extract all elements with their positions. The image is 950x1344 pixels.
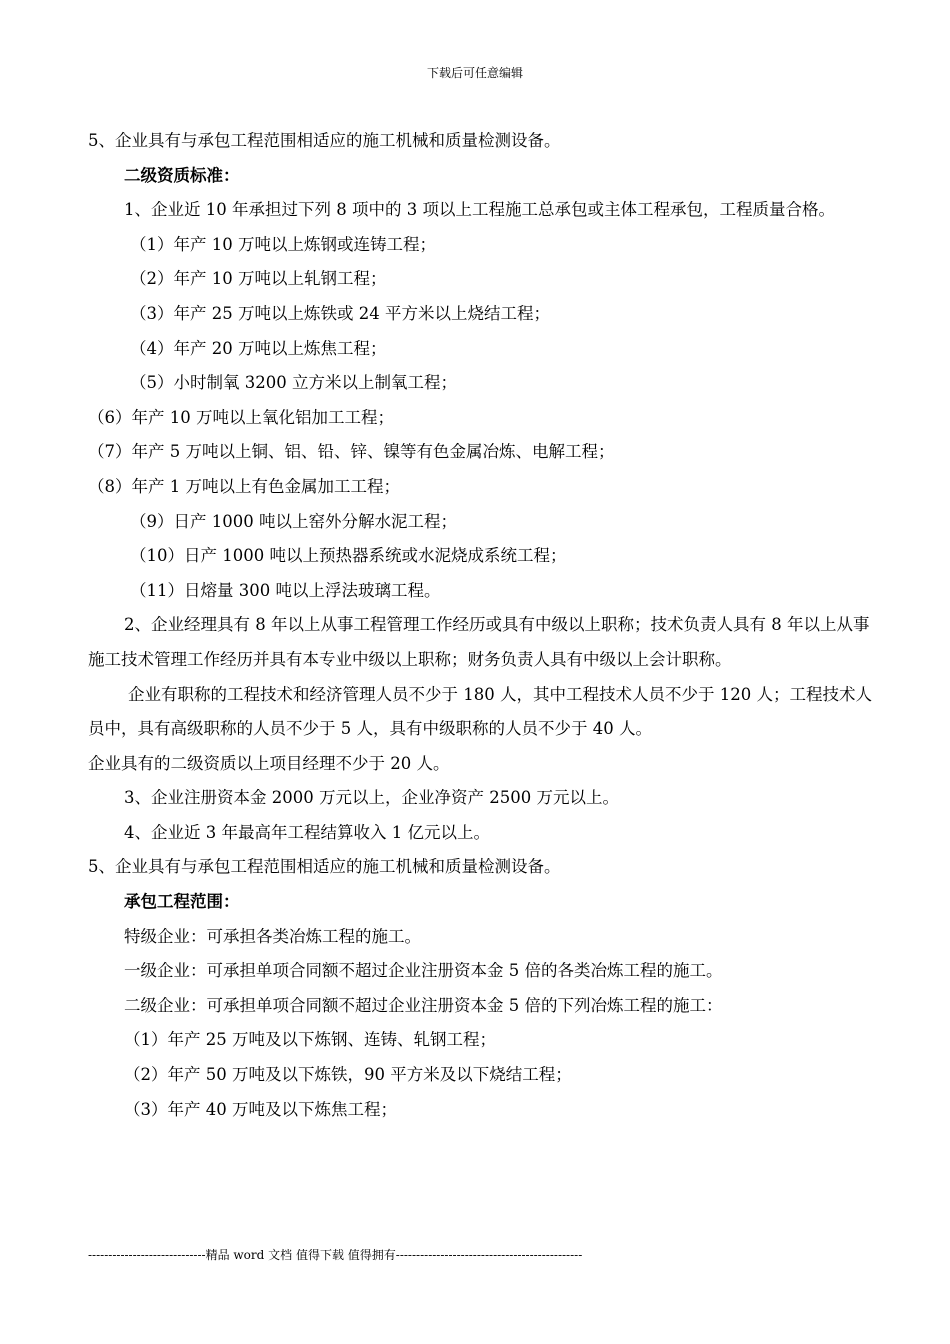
list-item: （11）日熔量 300 吨以上浮法玻璃工程。: [130, 580, 441, 600]
document-body: [88, 124, 878, 1127]
paragraph: 4、企业近 3 年最高年工程结算收入 1 亿元以上。: [124, 822, 490, 842]
list-item: （2）年产 50 万吨及以下炼铁，90 平方米及以下烧结工程；: [124, 1065, 572, 1085]
list-item: （1）年产 10 万吨以上炼钢或连铸工程；: [130, 234, 436, 254]
list-item: （7）年产 5 万吨以上铜、铝、铅、锌、镍等有色金属冶炼、电解工程；: [88, 442, 615, 462]
page-header: 下载后可任意编辑: [426, 66, 523, 80]
paragraph: 1、企业近 10 年承担过下列 8 项中的 3 项以上工程施工总承包或主体工程承包，工程质量合格。: [124, 200, 835, 220]
list-item: （2）年产 10 万吨以上轧钢工程；: [130, 269, 387, 289]
list-item: （6）年产 10 万吨以上氧化铝加工工程；: [88, 407, 394, 427]
list-item: （4）年产 20 万吨以上炼焦工程；: [130, 338, 387, 358]
list-item: （8）年产 1 万吨以上有色金属加工工程；: [88, 476, 400, 496]
paragraph: 2、企业经理具有 8 年以上从事工程管理工作经历或具有中级以上职称；技术负责人具有 8 年以上从事施工技术管理工作经历并具有本专业中级以上职称；财务负责人具有中级以上会计职称。: [88, 615, 870, 669]
list-item: （9）日产 1000 吨以上窑外分解水泥工程；: [130, 511, 457, 531]
list-item: （3）年产 40 万吨及以下炼焦工程；: [124, 1099, 397, 1119]
list-item: （5）小时制氧 3200 立方米以上制氧工程；: [130, 373, 457, 393]
paragraph: 3、企业注册资本金 2000 万元以上，企业净资产 2500 万元以上。: [124, 788, 619, 808]
page-footer: -----------------------------精品 word 文档 值得下载 值得拥有----------------------------------------------: [88, 1248, 583, 1262]
list-item: （10）日产 1000 吨以上预热器系统或水泥烧成系统工程；: [130, 546, 567, 566]
list-item: （1）年产 25 万吨及以下炼钢、连铸、轧钢工程；: [124, 1030, 496, 1050]
paragraph: 5、企业具有与承包工程范围相适应的施工机械和质量检测设备。: [88, 131, 561, 150]
paragraph: 特级企业：可承担各类冶炼工程的施工。: [124, 926, 421, 946]
paragraph: 企业具有的二级资质以上项目经理不少于 20 人。: [88, 753, 450, 773]
paragraph: 一级企业：可承担单项合同额不超过企业注册资本金 5 倍的各类冶炼工程的施工。: [124, 961, 723, 981]
paragraph: 企业有职称的工程技术和经济管理人员不少于 180 人，其中工程技术人员不少于 120 人；工程技术人员中，具有高级职称的人员不少于 5 人，具有中级职称的人员不少于 40 人。: [88, 684, 872, 739]
paragraph: 二级企业：可承担单项合同额不超过企业注册资本金 5 倍的下列冶炼工程的施工：: [124, 995, 723, 1015]
section-heading: 承包工程范围：: [124, 892, 240, 912]
list-item: （3）年产 25 万吨以上炼铁或 24 平方米以上烧结工程；: [130, 303, 550, 323]
section-heading: 二级资质标准：: [124, 165, 240, 185]
paragraph: 5、企业具有与承包工程范围相适应的施工机械和质量检测设备。: [88, 857, 561, 877]
